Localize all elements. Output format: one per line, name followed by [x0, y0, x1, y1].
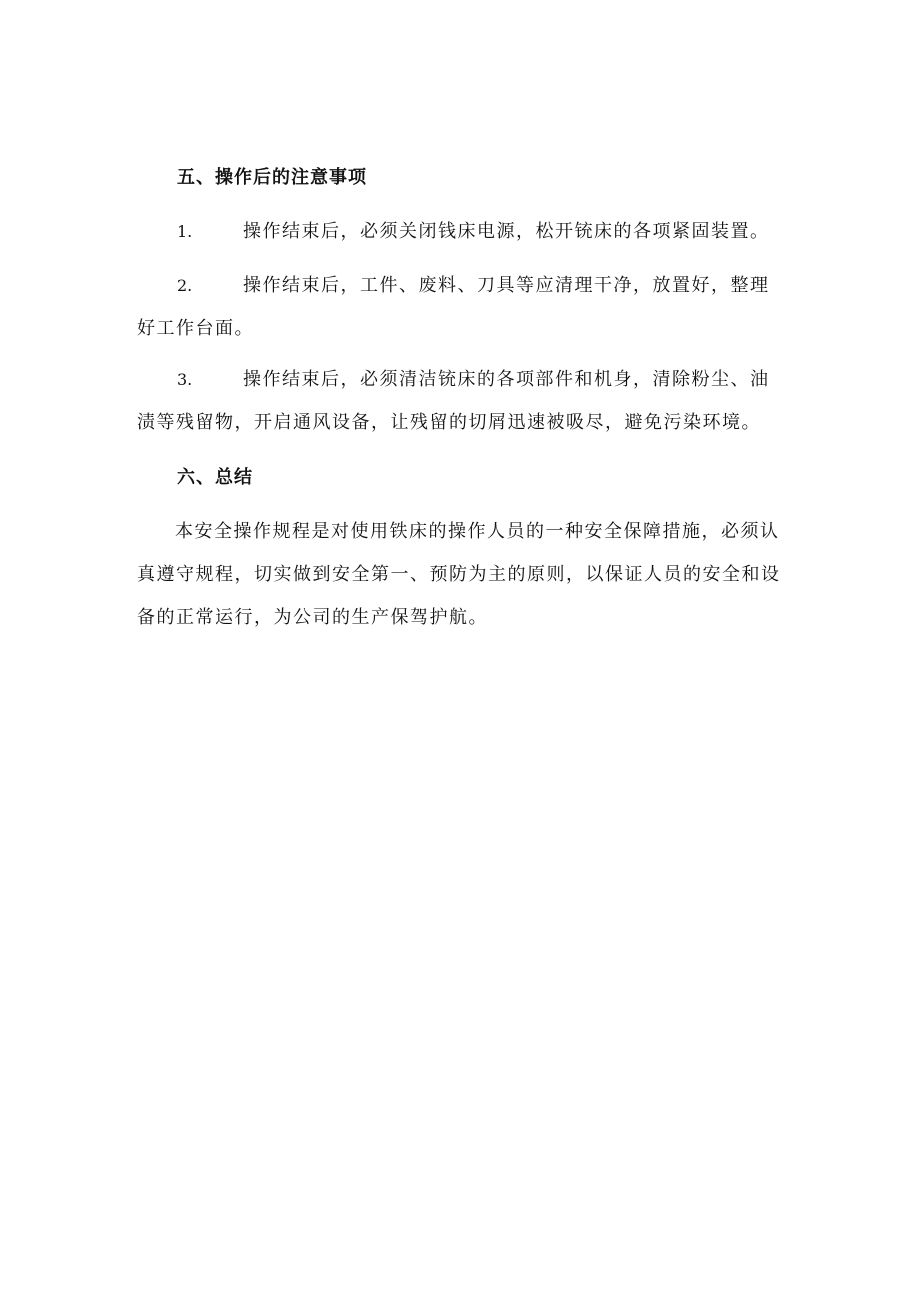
list-item	[137, 210, 787, 253]
list-item-text: 操作结束后，必须关闭钱床电源，松开铳床的各项紧固装置。	[243, 221, 770, 242]
list-item-text: 操作结束后，必须清洁铳床的各项部件和机身，清除粉尘、油渍等残留物，开启通风设备，让残留的切屑迅速被吸尽，避免污染环境。	[137, 369, 770, 433]
list-item	[137, 264, 787, 350]
list-item	[137, 358, 787, 444]
section-heading-5: 五、操作后的注意事项	[177, 167, 367, 188]
list-item-number: 3.	[177, 370, 193, 389]
summary-paragraph: 本安全操作规程是对使用铁床的操作人员的一种安全保障措施，必须认真遵守规程，切实做到安全第一、预防为主的原则，以保证人员的安全和设备的正常运行，为公司的生产保驾护航。	[137, 521, 781, 628]
list-item-number: 2.	[177, 276, 193, 295]
section-heading-6: 六、总结	[177, 467, 253, 488]
list-item-text: 操作结束后，工件、废料、刀具等应清理干净，放置好，整理好工作台面。	[137, 275, 770, 339]
list-item-number: 1.	[177, 222, 193, 241]
